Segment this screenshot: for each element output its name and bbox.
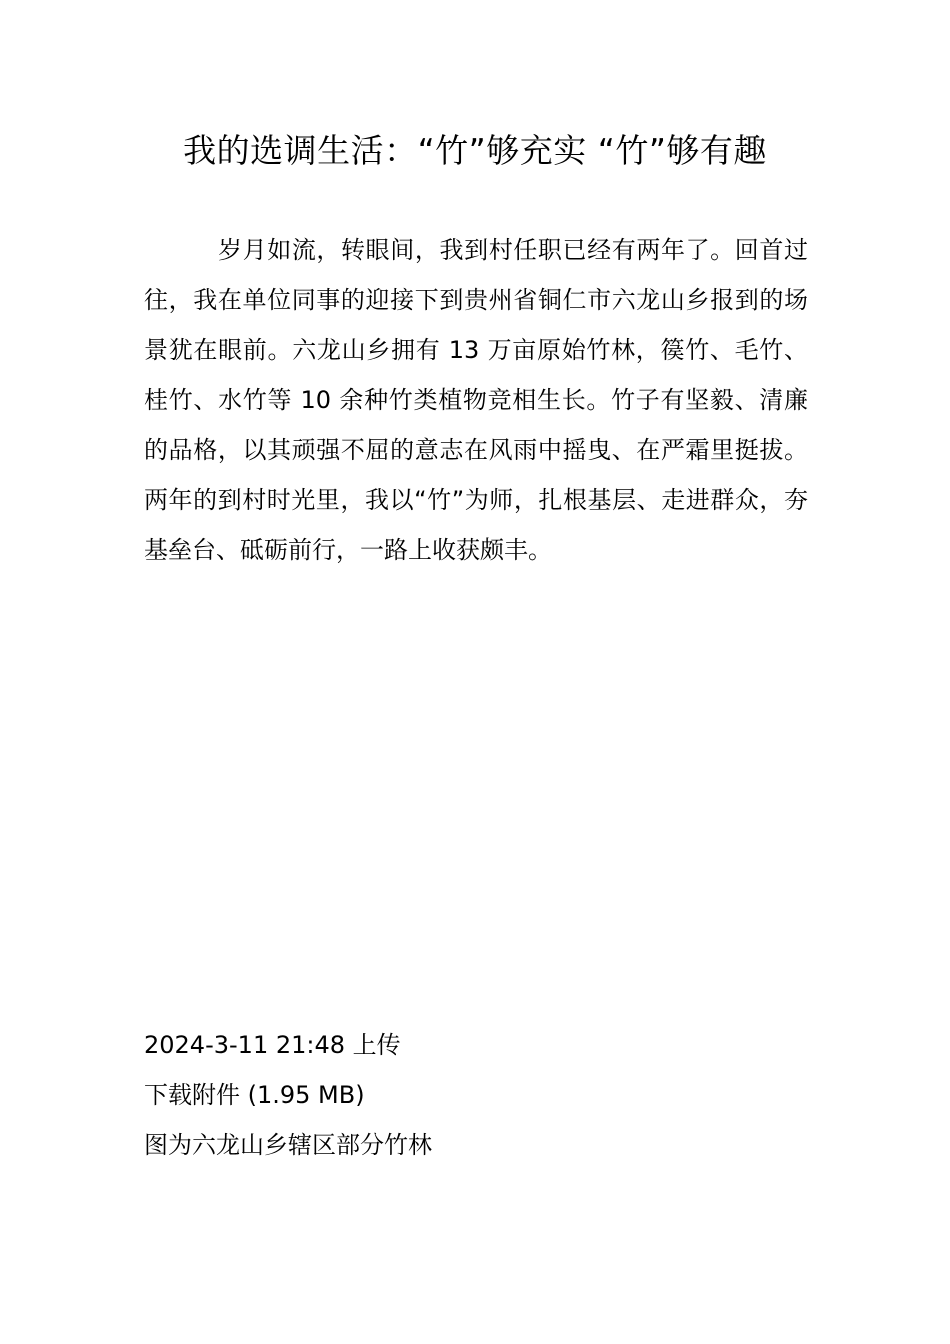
attachment-info	[144, 1020, 808, 1170]
article-body-paragraph: 岁月如流，转眼间，我到村任职已经有两年了。回首过往，我在单位同事的迎接下到贵州省铜仁市六龙山乡报到的场景犹在眼前。六龙山乡拥有 13 万亩原始竹林，篌竹、毛竹、桂竹、水竹等 10 余种竹类植物竞相生长。竹子有坚毅、清廉的品格，以其顽强不屈的意志在风雨中摇曳、在严霜里挺拔。两年的到村时光里，我以“竹”为师，扎根基层、走进群众，夯基垒台、砥砺前行，一路上收获颇丰。	[144, 236, 808, 564]
article-title: 我的选调生活：“竹”够充实 “竹”够有趣	[183, 131, 767, 170]
download-attachment-link[interactable]: 下载附件 (1.95 MB)	[144, 1081, 365, 1109]
image-caption: 图为六龙山乡辖区部分竹林	[144, 1131, 432, 1159]
upload-timestamp: 2024-3-11 21:48 上传	[144, 1031, 401, 1059]
